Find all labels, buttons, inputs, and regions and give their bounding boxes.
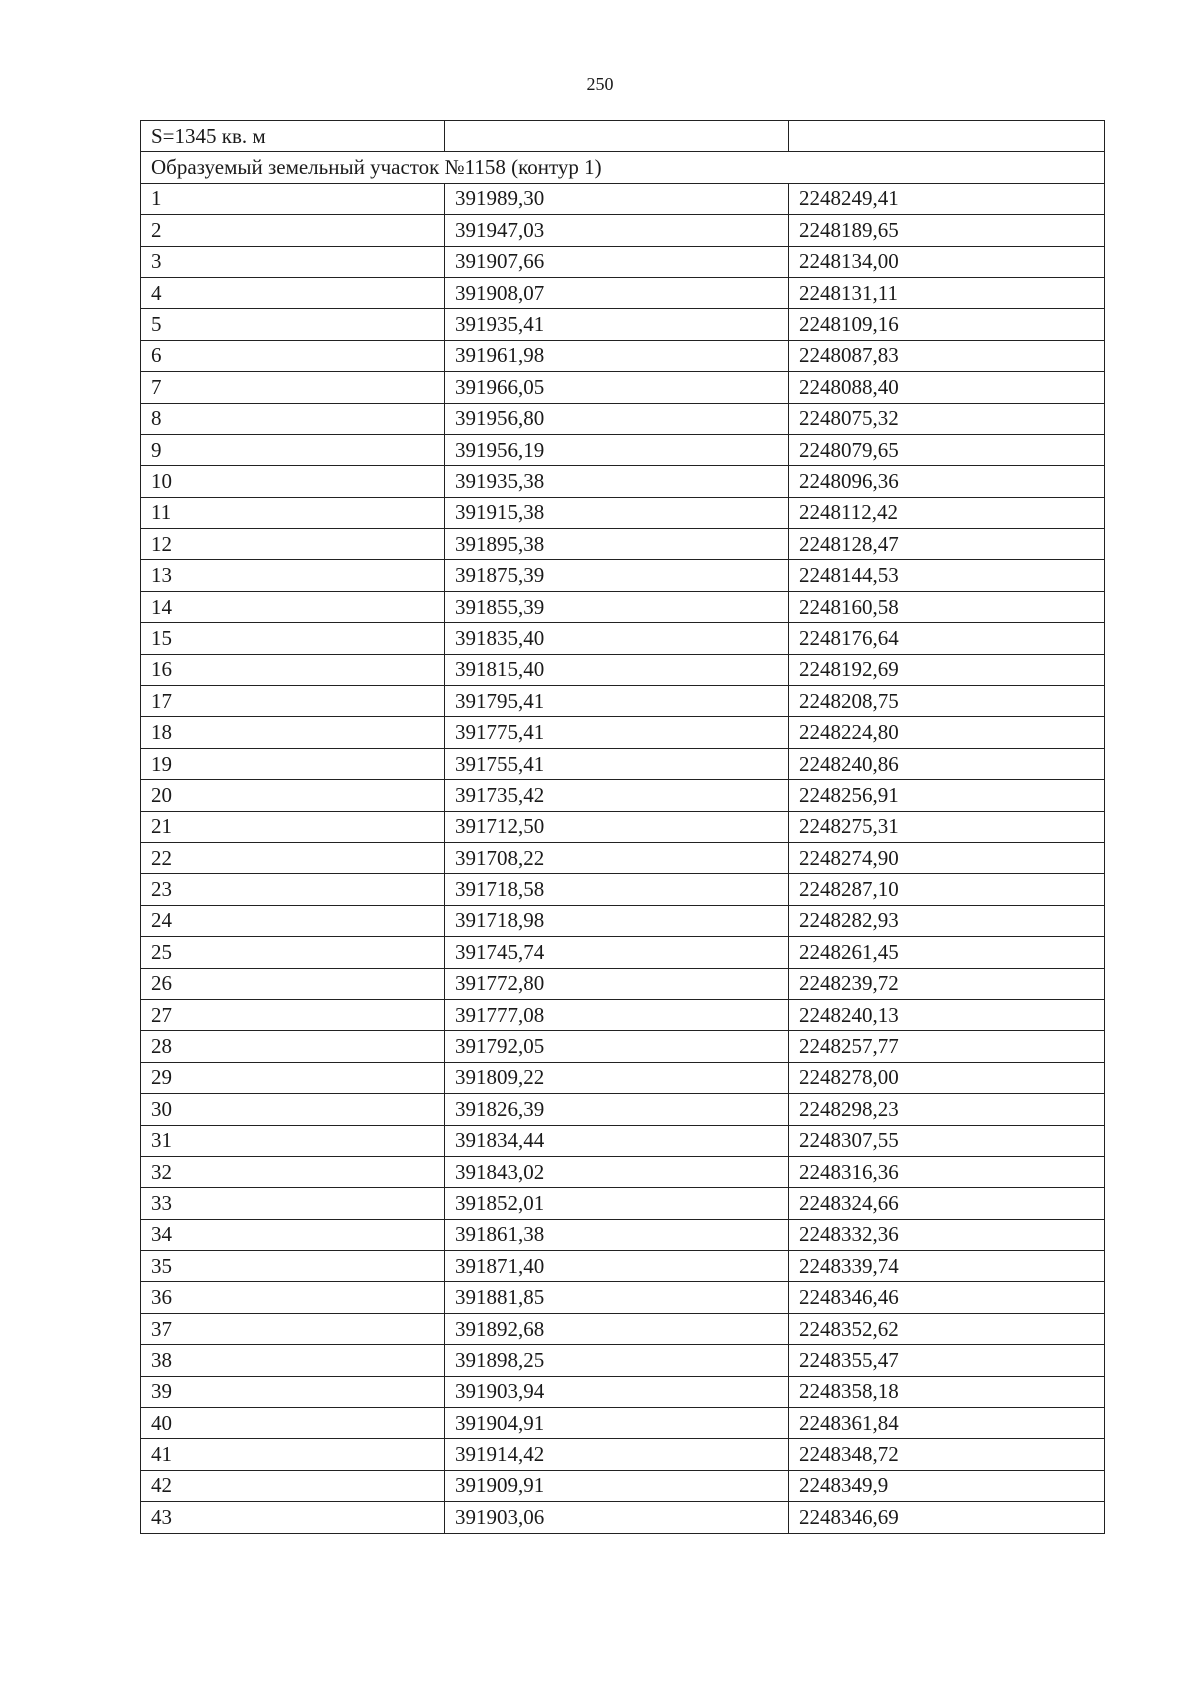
table-row [141,277,1105,308]
y-coordinate-cell: 2248087,83 [789,340,1105,371]
y-coordinate-cell: 2248348,72 [789,1439,1105,1470]
y-coordinate-cell: 2248112,42 [789,497,1105,528]
table-row [141,654,1105,685]
x-coordinate-cell: 391809,22 [445,1062,789,1093]
x-coordinate-cell: 391755,41 [445,748,789,779]
y-coordinate-cell: 2248339,74 [789,1251,1105,1282]
point-number-cell: 37 [141,1313,445,1344]
coordinates-table-body [141,121,1105,1534]
point-number-cell: 41 [141,1439,445,1470]
point-number-cell: 18 [141,717,445,748]
table-row [141,1470,1105,1501]
table-row [141,1282,1105,1313]
point-number-cell: 15 [141,623,445,654]
x-coordinate-cell: 391892,68 [445,1313,789,1344]
y-coordinate-cell: 2248256,91 [789,780,1105,811]
y-coordinate-cell: 2248075,32 [789,403,1105,434]
y-coordinate-cell: 2248096,36 [789,466,1105,497]
point-number-cell: 9 [141,434,445,465]
point-number-cell: 13 [141,560,445,591]
y-coordinate-cell: 2248355,47 [789,1345,1105,1376]
x-coordinate-cell: 391947,03 [445,215,789,246]
x-coordinate-cell: 391792,05 [445,1031,789,1062]
point-number-cell: 31 [141,1125,445,1156]
y-coordinate-cell: 2248361,84 [789,1408,1105,1439]
x-coordinate-cell: 391898,25 [445,1345,789,1376]
area-row [141,121,1105,152]
x-coordinate-cell: 391956,80 [445,403,789,434]
table-row [141,497,1105,528]
point-number-cell: 26 [141,968,445,999]
point-number-cell: 28 [141,1031,445,1062]
point-number-cell: 6 [141,340,445,371]
y-coordinate-cell: 2248134,00 [789,246,1105,277]
y-coordinate-cell: 2248261,45 [789,937,1105,968]
table-row [141,340,1105,371]
y-coordinate-cell: 2248109,16 [789,309,1105,340]
table-row [141,1439,1105,1470]
point-number-cell: 3 [141,246,445,277]
y-coordinate-cell: 2248192,69 [789,654,1105,685]
x-coordinate-cell: 391989,30 [445,183,789,214]
y-coordinate-cell: 2248079,65 [789,434,1105,465]
table-row [141,780,1105,811]
table-row [141,372,1105,403]
y-coordinate-cell: 2248352,62 [789,1313,1105,1344]
x-coordinate-cell: 391777,08 [445,999,789,1030]
x-coordinate-cell: 391915,38 [445,497,789,528]
table-row [141,1408,1105,1439]
y-coordinate-cell: 2248278,00 [789,1062,1105,1093]
y-coordinate-cell: 2248316,36 [789,1156,1105,1187]
x-coordinate-cell: 391907,66 [445,246,789,277]
table-row [141,560,1105,591]
table-row [141,999,1105,1030]
point-number-cell: 33 [141,1188,445,1219]
x-coordinate-cell: 391795,41 [445,686,789,717]
table-row [141,1031,1105,1062]
x-coordinate-cell: 391708,22 [445,842,789,873]
x-coordinate-cell: 391772,80 [445,968,789,999]
x-coordinate-cell: 391961,98 [445,340,789,371]
point-number-cell: 2 [141,215,445,246]
x-coordinate-cell: 391826,39 [445,1094,789,1125]
point-number-cell: 17 [141,686,445,717]
y-coordinate-cell: 2248358,18 [789,1376,1105,1407]
x-coordinate-cell: 391935,38 [445,466,789,497]
x-coordinate-cell: 391956,19 [445,434,789,465]
coordinates-table [140,120,1105,1534]
table-row [141,874,1105,905]
table-row [141,686,1105,717]
point-number-cell: 19 [141,748,445,779]
x-coordinate-cell: 391843,02 [445,1156,789,1187]
x-coordinate-cell: 391908,07 [445,277,789,308]
point-number-cell: 12 [141,529,445,560]
table-row [141,1125,1105,1156]
area-label: S=1345 кв. м [141,121,445,152]
table-row [141,623,1105,654]
page-number: 250 [586,74,614,94]
point-number-cell: 11 [141,497,445,528]
table-row [141,968,1105,999]
x-coordinate-cell: 391718,58 [445,874,789,905]
section-title-row [141,152,1105,183]
x-coordinate-cell: 391718,98 [445,905,789,936]
table-row [141,1062,1105,1093]
x-coordinate-cell: 391935,41 [445,309,789,340]
point-number-cell: 39 [141,1376,445,1407]
y-coordinate-cell: 2248307,55 [789,1125,1105,1156]
point-number-cell: 43 [141,1502,445,1533]
table-row [141,1188,1105,1219]
table-row [141,1345,1105,1376]
point-number-cell: 23 [141,874,445,905]
point-number-cell: 25 [141,937,445,968]
point-number-cell: 38 [141,1345,445,1376]
x-coordinate-cell: 391852,01 [445,1188,789,1219]
y-coordinate-cell: 2248257,77 [789,1031,1105,1062]
x-coordinate-cell: 391881,85 [445,1282,789,1313]
table-row [141,1219,1105,1250]
y-coordinate-cell: 2248088,40 [789,372,1105,403]
table-row [141,309,1105,340]
y-coordinate-cell: 2248332,36 [789,1219,1105,1250]
x-coordinate-cell: 391903,94 [445,1376,789,1407]
point-number-cell: 5 [141,309,445,340]
y-coordinate-cell: 2248287,10 [789,874,1105,905]
point-number-cell: 32 [141,1156,445,1187]
y-coordinate-cell: 2248282,93 [789,905,1105,936]
x-coordinate-cell: 391895,38 [445,529,789,560]
table-row [141,748,1105,779]
table-row [141,842,1105,873]
x-coordinate-cell: 391775,41 [445,717,789,748]
table-row [141,717,1105,748]
y-coordinate-cell: 2248298,23 [789,1094,1105,1125]
y-coordinate-cell: 2248324,66 [789,1188,1105,1219]
point-number-cell: 29 [141,1062,445,1093]
point-number-cell: 16 [141,654,445,685]
table-row [141,1313,1105,1344]
y-coordinate-cell: 2248274,90 [789,842,1105,873]
point-number-cell: 10 [141,466,445,497]
x-coordinate-cell: 391712,50 [445,811,789,842]
table-row [141,1376,1105,1407]
table-row [141,937,1105,968]
y-coordinate-cell: 2248208,75 [789,686,1105,717]
point-number-cell: 8 [141,403,445,434]
y-coordinate-cell: 2248189,65 [789,215,1105,246]
point-number-cell: 21 [141,811,445,842]
table-row [141,811,1105,842]
point-number-cell: 24 [141,905,445,936]
point-number-cell: 40 [141,1408,445,1439]
y-coordinate-cell: 2248128,47 [789,529,1105,560]
table-row [141,183,1105,214]
y-coordinate-cell: 2248160,58 [789,591,1105,622]
y-coordinate-cell: 2248131,11 [789,277,1105,308]
table-row [141,905,1105,936]
point-number-cell: 34 [141,1219,445,1250]
area-col2 [445,121,789,152]
table-row [141,591,1105,622]
table-row [141,1156,1105,1187]
table-row [141,403,1105,434]
point-number-cell: 42 [141,1470,445,1501]
x-coordinate-cell: 391871,40 [445,1251,789,1282]
y-coordinate-cell: 2248239,72 [789,968,1105,999]
x-coordinate-cell: 391855,39 [445,591,789,622]
x-coordinate-cell: 391815,40 [445,654,789,685]
y-coordinate-cell: 2248346,46 [789,1282,1105,1313]
x-coordinate-cell: 391966,05 [445,372,789,403]
point-number-cell: 36 [141,1282,445,1313]
table-row [141,529,1105,560]
y-coordinate-cell: 2248249,41 [789,183,1105,214]
x-coordinate-cell: 391914,42 [445,1439,789,1470]
y-coordinate-cell: 2248240,86 [789,748,1105,779]
point-number-cell: 7 [141,372,445,403]
y-coordinate-cell: 2248346,69 [789,1502,1105,1533]
table-row [141,1094,1105,1125]
table-row [141,1251,1105,1282]
table-row [141,246,1105,277]
point-number-cell: 4 [141,277,445,308]
y-coordinate-cell: 2248176,64 [789,623,1105,654]
x-coordinate-cell: 391835,40 [445,623,789,654]
y-coordinate-cell: 2248224,80 [789,717,1105,748]
x-coordinate-cell: 391909,91 [445,1470,789,1501]
x-coordinate-cell: 391834,44 [445,1125,789,1156]
table-row [141,215,1105,246]
x-coordinate-cell: 391735,42 [445,780,789,811]
section-title: Образуемый земельный участок №1158 (контур 1) [141,152,1105,183]
x-coordinate-cell: 391861,38 [445,1219,789,1250]
point-number-cell: 27 [141,999,445,1030]
table-row [141,466,1105,497]
point-number-cell: 30 [141,1094,445,1125]
x-coordinate-cell: 391745,74 [445,937,789,968]
area-col3 [789,121,1105,152]
y-coordinate-cell: 2248275,31 [789,811,1105,842]
y-coordinate-cell: 2248349,9 [789,1470,1105,1501]
x-coordinate-cell: 391904,91 [445,1408,789,1439]
point-number-cell: 14 [141,591,445,622]
table-row [141,1502,1105,1533]
point-number-cell: 35 [141,1251,445,1282]
point-number-cell: 20 [141,780,445,811]
y-coordinate-cell: 2248144,53 [789,560,1105,591]
x-coordinate-cell: 391875,39 [445,560,789,591]
point-number-cell: 1 [141,183,445,214]
table-row [141,434,1105,465]
point-number-cell: 22 [141,842,445,873]
x-coordinate-cell: 391903,06 [445,1502,789,1533]
y-coordinate-cell: 2248240,13 [789,999,1105,1030]
